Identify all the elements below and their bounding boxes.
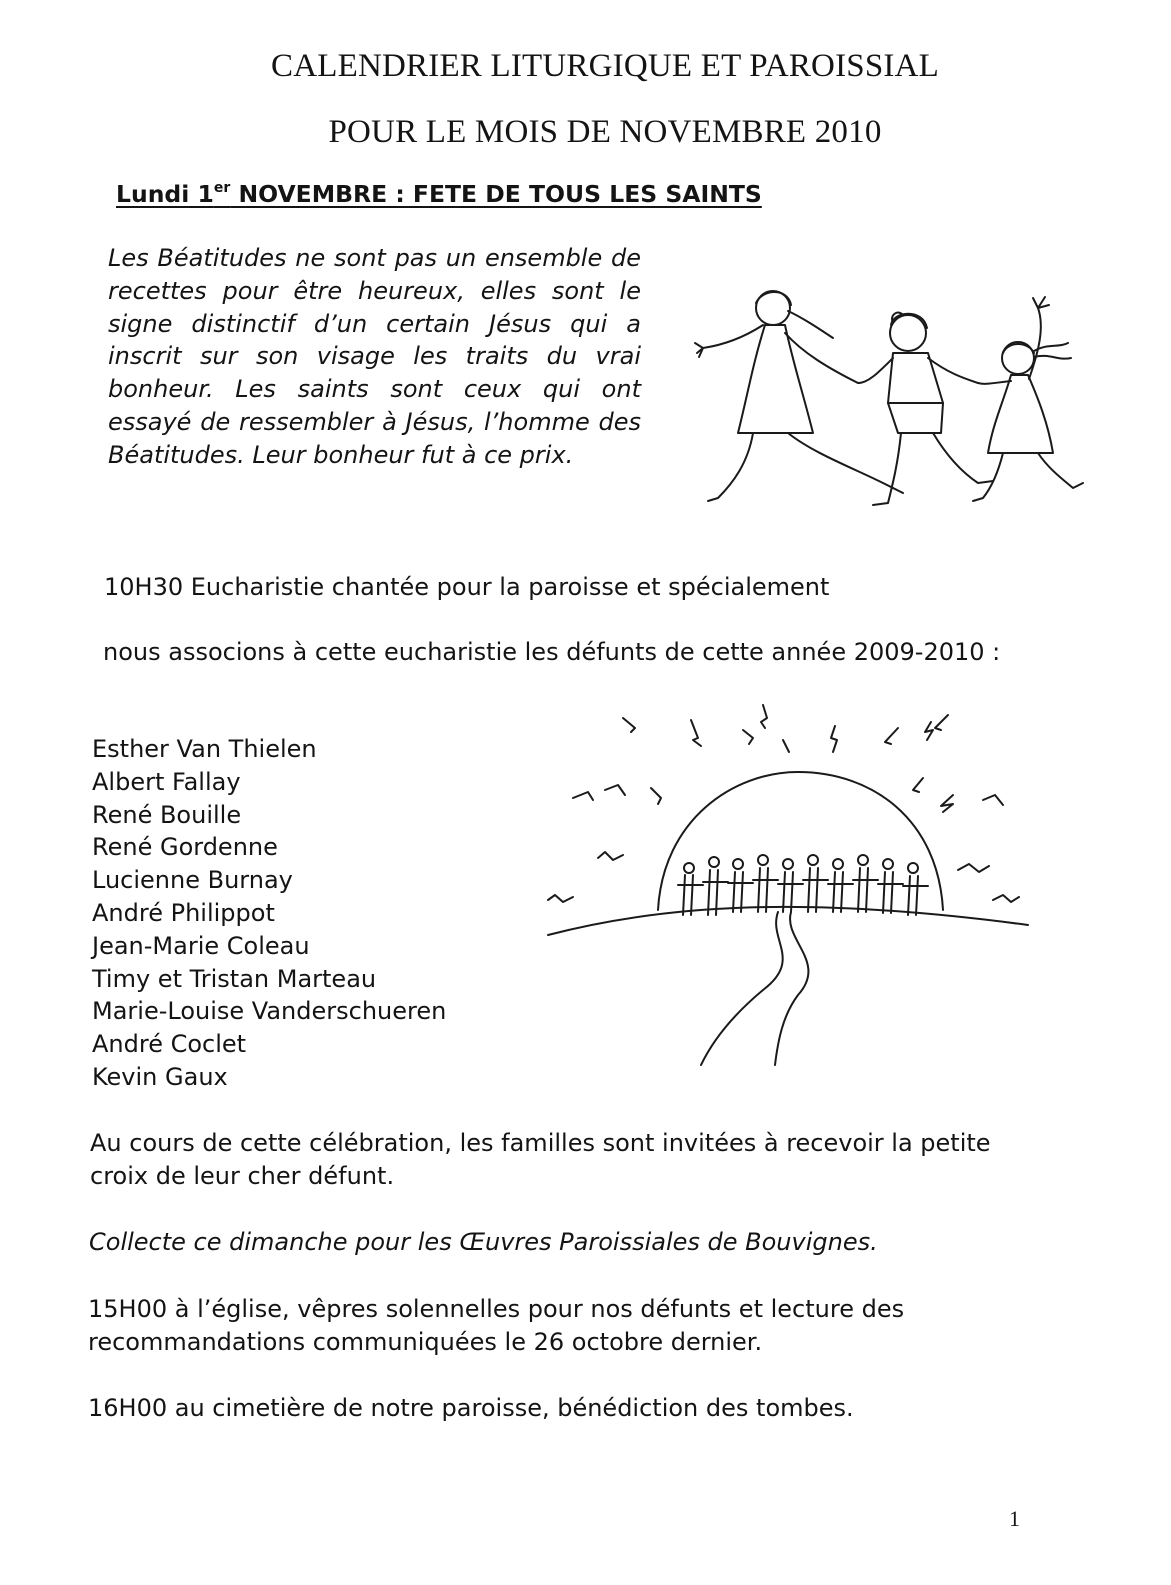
deceased-intro: nous associons à cette eucharistie les défunts de cette année 2009-2010 : xyxy=(103,638,1001,666)
deceased-name: Esther Van Thielen xyxy=(92,735,317,763)
deceased-name: Kevin Gaux xyxy=(92,1062,228,1091)
sunrise-hill-illustration xyxy=(543,700,1033,1084)
deceased-name: Albert Fallay xyxy=(92,767,241,796)
deceased-name: Marie-Louise Vanderschueren xyxy=(92,997,447,1026)
page-number: 1 xyxy=(1009,1506,1020,1531)
section-heading xyxy=(116,180,762,208)
cemetery-note: 16H00 au cimetière de notre paroisse, bénédiction des tombes. xyxy=(88,1394,854,1422)
deceased-name: André Philippot xyxy=(92,898,275,927)
children-running-illustration xyxy=(693,283,1093,527)
heading-ordinal: er xyxy=(213,180,231,196)
collection-note: Collecte ce dimanche pour les Œuvres Paroissiales de Bouvignes. xyxy=(89,1228,878,1256)
heading-feast: NOVEMBRE : FETE DE TOUS LES SAINTS xyxy=(230,180,762,208)
deceased-name: Lucienne Burnay xyxy=(92,866,293,895)
deceased-name: René Bouille xyxy=(92,800,242,829)
heading-day: Lundi 1 xyxy=(116,180,214,208)
deceased-list xyxy=(92,733,446,1094)
vespers-note: 15H00 à l’église, vêpres solennelles pour nos défunts et lecture des recommandations communiquées le 26 octobre dernier. xyxy=(88,1295,905,1356)
page-title: CALENDRIER LITURGIQUE ET PAROISSIAL xyxy=(271,48,939,84)
deceased-name: Jean-Marie Coleau xyxy=(92,931,310,960)
families-note: Au cours de cette célébration, les familles sont invitées à recevoir la petite croix de leur cher défunt. xyxy=(90,1129,991,1190)
deceased-name: Timy et Tristan Marteau xyxy=(92,964,377,993)
mass-line: 10H30 Eucharistie chantée pour la paroisse et spécialement xyxy=(104,573,830,601)
beatitudes-quote: Les Béatitudes ne sont pas un ensemble de recettes pour être heureux, elles sont le signe distinctif d’un certain Jésus qui a inscrit sur son visage les traits du vrai bonheur. Les saints sont ceux qui ont essayé de ressembler à Jésus, l’homme des Béatitudes. Leur bonheur fut à ce prix. xyxy=(108,244,641,469)
deceased-name: René Gordenne xyxy=(92,833,278,862)
deceased-name: André Coclet xyxy=(92,1030,247,1059)
page-subtitle: POUR LE MOIS DE NOVEMBRE 2010 xyxy=(328,114,882,150)
